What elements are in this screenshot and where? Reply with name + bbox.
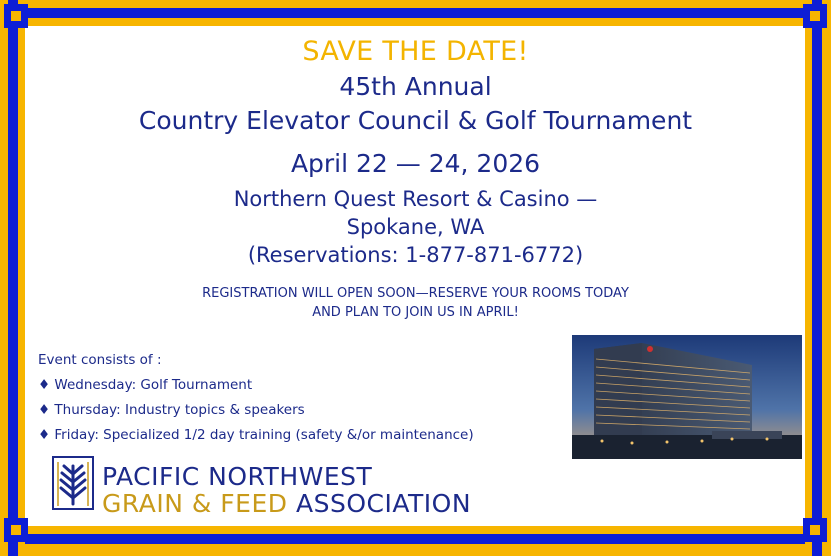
border-left-gold-inner xyxy=(18,0,25,556)
registration-notice-line1: REGISTRATION WILL OPEN SOON—RESERVE YOUR ROOMS TODAY xyxy=(202,286,629,301)
corner-top-left xyxy=(4,4,28,28)
border-top-gold-inner xyxy=(0,18,831,26)
event-item-friday: ♦ Friday: Specialized 1/2 day training (safety &/or maintenance) xyxy=(38,427,474,443)
flyer-content xyxy=(28,30,803,524)
border-right-gold xyxy=(822,0,831,556)
wheat-logo-icon xyxy=(52,456,94,510)
border-right-gold-inner xyxy=(805,0,812,556)
border-top-gold xyxy=(0,0,831,8)
association-word: ASSOCIATION xyxy=(295,489,472,518)
venue-city: Spokane, WA xyxy=(346,215,485,239)
event-item-thursday: ♦ Thursday: Industry topics & speakers xyxy=(38,402,305,418)
border-bottom-gold xyxy=(0,544,831,556)
resort-photo xyxy=(572,335,802,459)
event-schedule-intro: Event consists of : xyxy=(38,352,162,368)
event-title: Country Elevator Council & Golf Tournament xyxy=(138,106,693,135)
corner-top-right xyxy=(803,4,827,28)
border-top-blue xyxy=(0,8,831,18)
corner-bottom-right xyxy=(803,518,827,542)
association-name-line1: PACIFIC NORTHWEST xyxy=(102,462,373,491)
annual-heading: 45th Annual xyxy=(339,72,492,101)
event-schedule xyxy=(38,350,474,450)
hotel-logo-icon xyxy=(647,346,653,352)
association-grain-feed: GRAIN & FEED xyxy=(102,489,288,518)
border-right-blue xyxy=(812,0,822,556)
border-left-gold xyxy=(0,0,8,556)
border-bottom-gold-inner xyxy=(0,526,831,534)
registration-notice-line2: AND PLAN TO JOIN US IN APRIL! xyxy=(312,305,519,320)
association-name-line2 xyxy=(102,489,471,518)
border-left-blue xyxy=(8,0,18,556)
save-the-date-heading: SAVE THE DATE! xyxy=(302,36,529,67)
event-dates: April 22 — 24, 2026 xyxy=(290,149,541,178)
venue-name: Northern Quest Resort & Casino — xyxy=(233,187,598,211)
reservations-phone: (Reservations: 1-877-871-6772) xyxy=(247,243,584,267)
border-bottom-blue xyxy=(0,534,831,544)
event-item-wednesday: ♦ Wednesday: Golf Tournament xyxy=(38,377,253,393)
corner-bottom-left xyxy=(4,518,28,542)
